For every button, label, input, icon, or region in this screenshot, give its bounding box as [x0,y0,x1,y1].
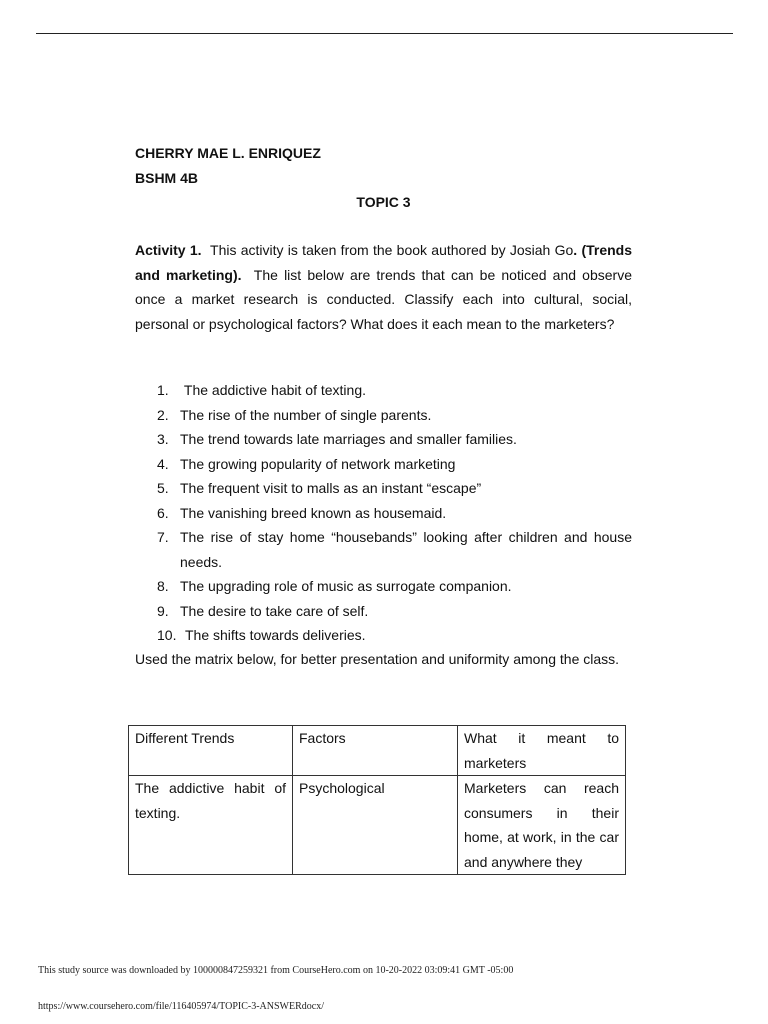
list-item-number: 4. [157,455,169,472]
list-item-number: 3. [157,431,169,447]
author-name: CHERRY MAE L. ENRIQUEZ [135,145,321,161]
trend-list [135,378,632,648]
list-item-text: The addictive habit of texting. [183,382,366,398]
list-item [135,427,632,452]
list-item-text: The desire to take care of self. [180,602,369,619]
topic-heading [135,192,632,212]
activity-intro: This activity is taken from the book authored by Josiah Go [210,242,574,258]
list-item [135,623,632,648]
list-item-text: The upgrading role of music as surrogate companion. [180,578,512,594]
list-item [135,574,632,599]
table-row [129,776,626,875]
list-item [135,501,632,526]
column-header-trends: Different Trends [129,726,293,776]
list-item [135,403,632,428]
activity-body: The list below are trends that can be noticed and observe once a market research is conducted. Classify each into cultural, social, personal or psychological factors? What does it each mean to the marketers? [135,266,632,332]
list-item [135,378,632,403]
list-item-number: 5. [157,480,169,496]
list-item [135,599,632,624]
activity-subtitle: (Trends and marketing). [135,242,633,283]
list-item-number: 8. [157,578,169,594]
list-item-text: The trend towards late marriages and smaller families. [180,431,517,447]
list-item-number: 7. [157,529,169,545]
list-item-number: 9. [157,602,169,619]
list-item [135,452,632,477]
activity-label: Activity 1. [135,242,202,258]
list-item-number: 1. [157,382,169,398]
table-header-row [129,726,626,776]
activity-paragraph [135,238,632,336]
source-url: https://www.coursehero.com/file/116405974/TOPIC-3-ANSWERdocx/ [38,1001,324,1012]
list-item-number: 2. [157,406,169,423]
list-item-text: The rise of stay home “housebands” looking after children and house needs. [180,529,632,570]
column-header-meaning: What it meant to marketers [458,726,626,776]
column-header-factors: Factors [293,726,458,776]
download-source-note: This study source was downloaded by 100000847259321 from CourseHero.com on 10-20-2022 03:09:41 GMT -05:00 [38,965,514,976]
list-item-text: The shifts towards deliveries. [185,627,366,643]
header-rule [36,33,733,34]
list-item-text: The frequent visit to malls as an instant “escape” [180,480,482,496]
list-item-text: The rise of the number of single parents. [180,406,432,423]
class-section: BSHM 4B [135,170,199,186]
list-item-text: The growing popularity of network marketing [180,455,456,472]
cell-factor: Psychological [293,776,458,875]
trends-matrix-table [128,725,626,875]
list-item-text: The vanishing breed known as housemaid. [180,504,447,521]
list-item-number: 10. [157,627,177,643]
cell-trend: The addictive habit of texting. [129,776,293,875]
cell-meaning: Marketers can reach consumers in their home, at work, in the car and anywhere they [458,776,626,875]
list-item [135,476,632,501]
matrix-instruction: Used the matrix below, for better presentation and uniformity among the class. [135,651,620,667]
list-item [135,525,632,574]
activity-period: . [573,242,578,258]
topic-heading-text: TOPIC 3 [356,194,411,210]
list-item-number: 6. [157,504,169,521]
